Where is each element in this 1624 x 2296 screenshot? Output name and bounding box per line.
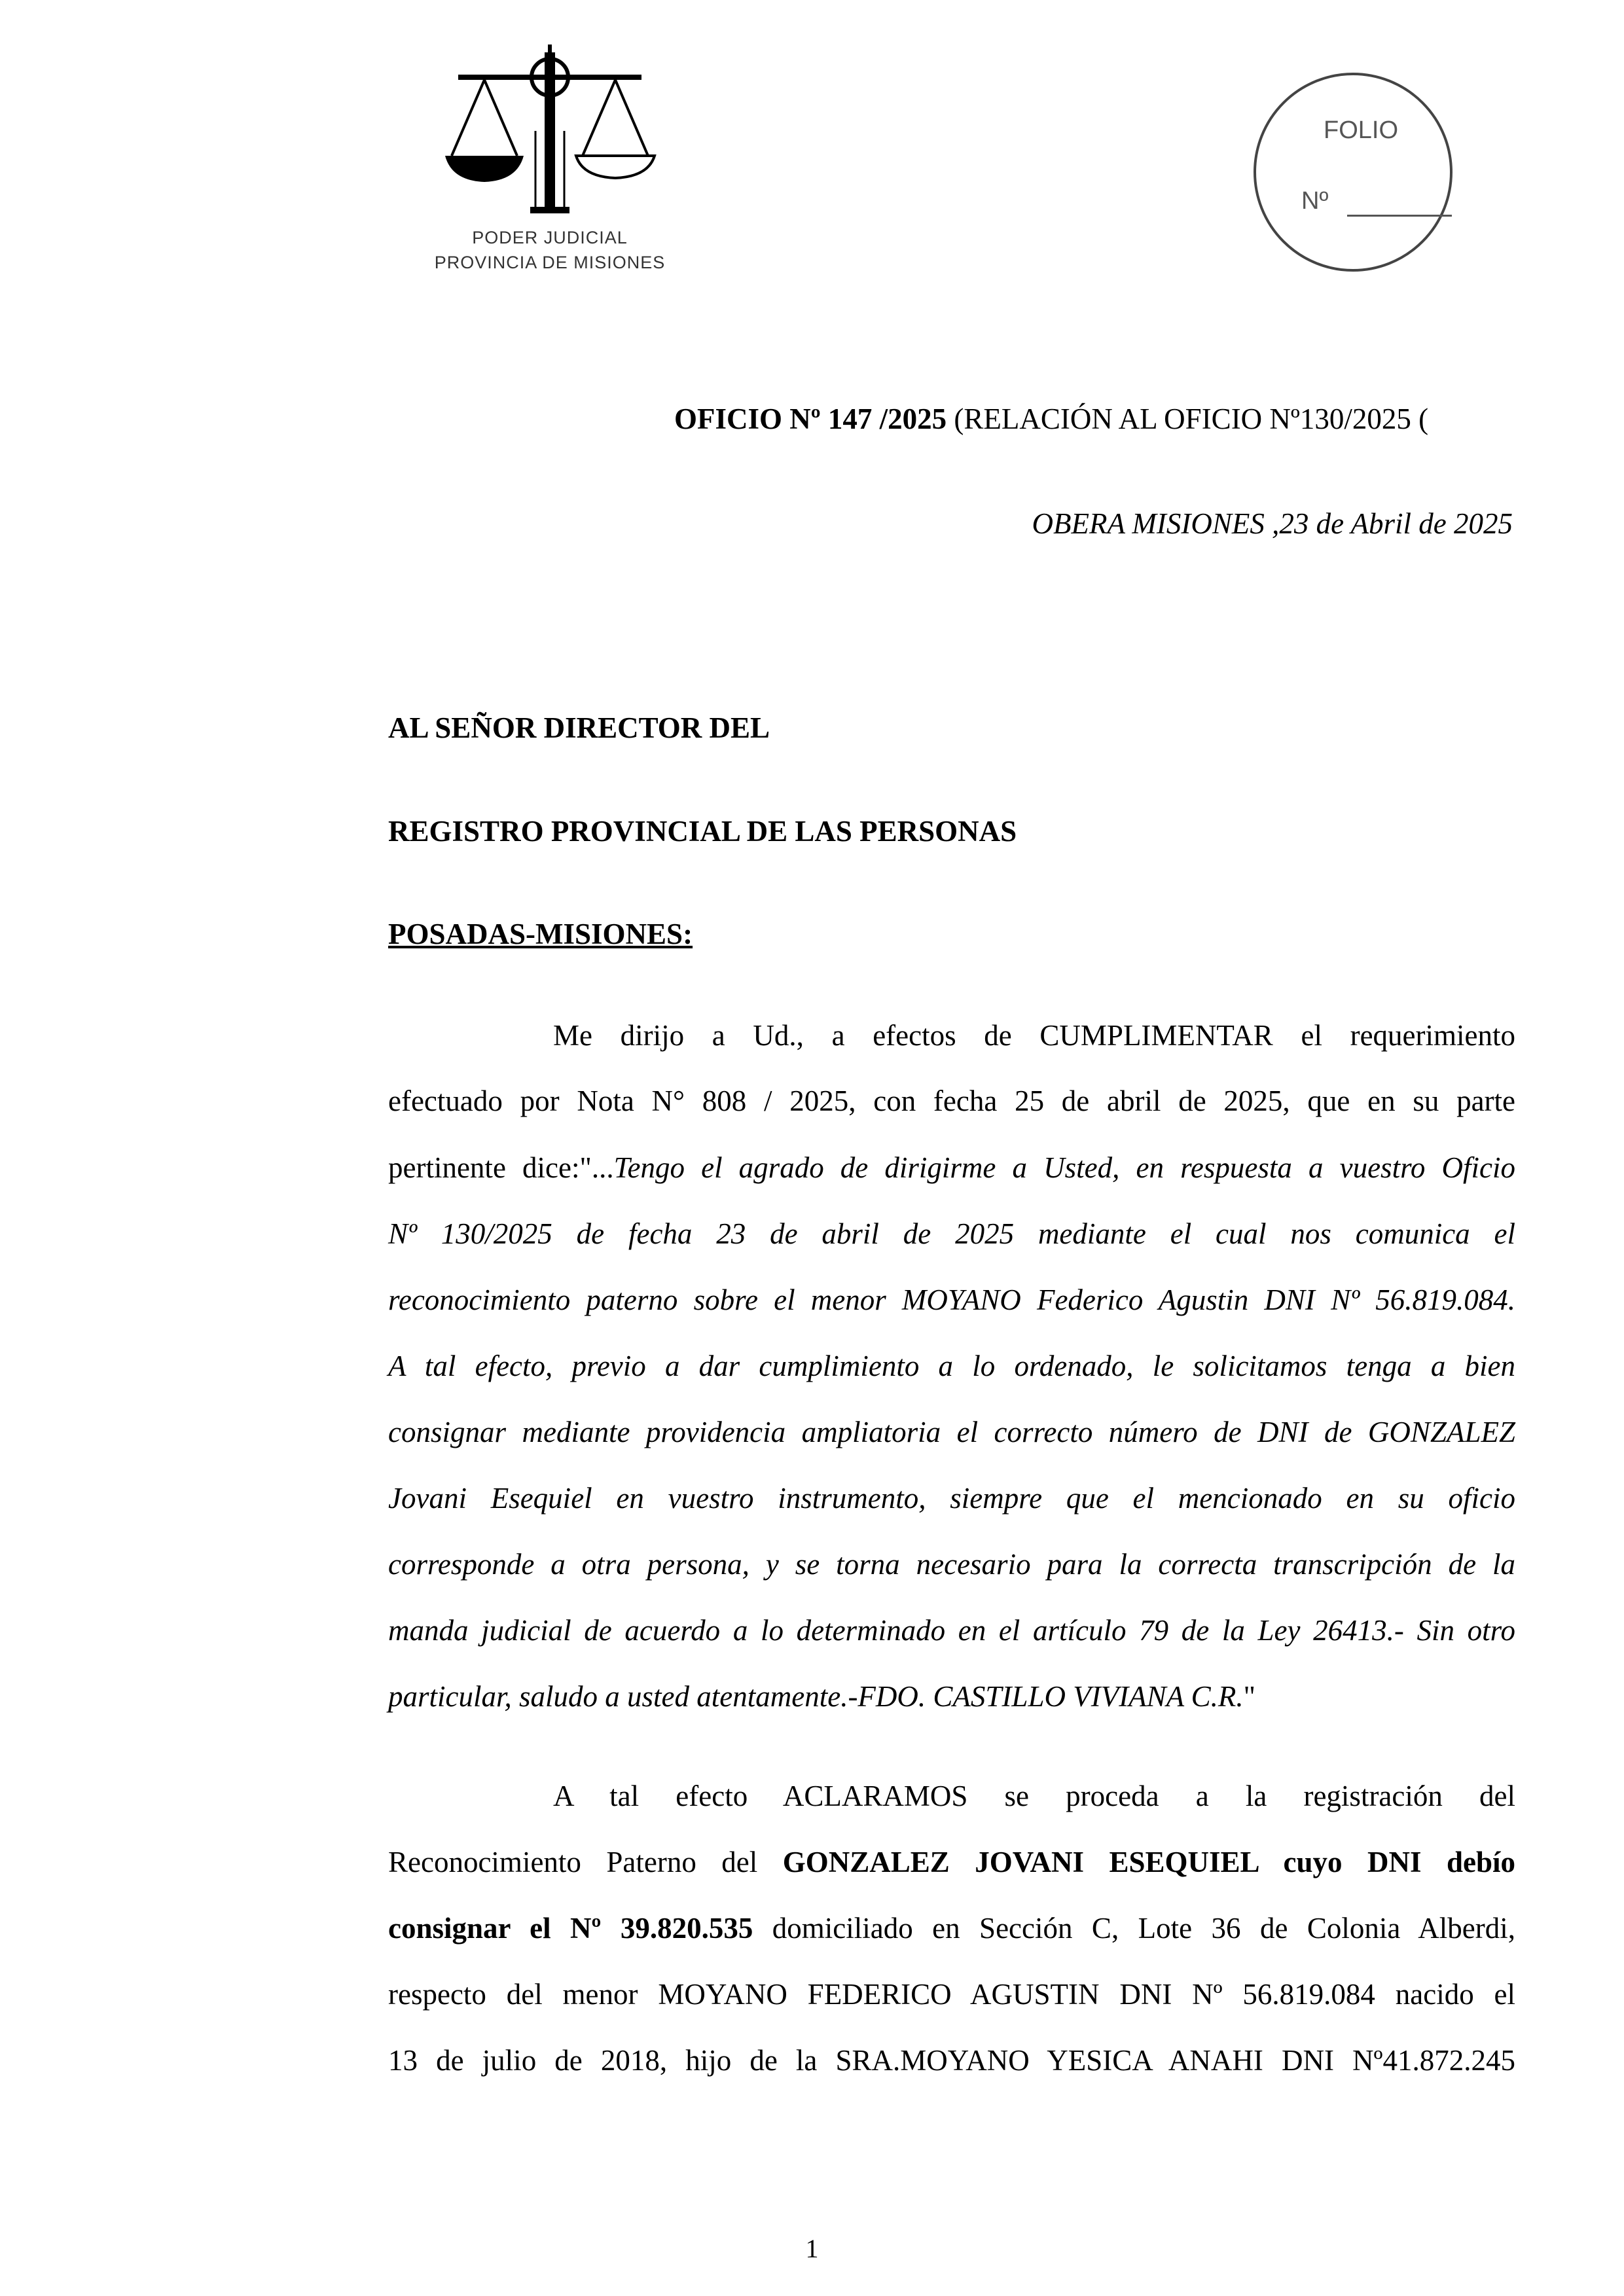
addressee-line-3: POSADAS-MISIONES: — [388, 918, 693, 950]
paragraph-1-line-7: consignar mediante providencia ampliatoria el correcto número de DNI de GONZALEZ — [388, 1416, 1515, 1448]
paragraph-1-line-3: pertinente dice:"...Tengo el agrado de dirigirme a Usted, en respuesta a vuestro Oficio — [388, 1151, 1516, 1184]
paragraph-2-line-5: 13 de julio de 2018, hijo de la SRA.MOYANO YESICA ANAHI DNI Nº41.872.245 — [388, 2044, 1515, 2077]
oficio-heading — [674, 404, 1428, 434]
paragraph-2-line-2: Reconocimiento Paterno del GONZALEZ JOVANI ESEQUIEL cuyo DNI debío — [388, 1846, 1515, 1878]
date-place: OBERA MISIONES ,23 de Abril de 2025 — [1032, 507, 1513, 540]
folio-number-blank — [1347, 215, 1452, 217]
paragraph-1-line-1: Me dirijo a Ud., a efectos de CUMPLIMENTAR el requerimiento — [553, 1019, 1515, 1052]
scales-of-justice-icon — [432, 39, 668, 223]
paragraph-1-line-2: efectuado por Nota N° 808 / 2025, con fecha 25 de abril de 2025, que en su parte — [388, 1085, 1515, 1117]
folio-circle-icon — [1252, 71, 1454, 274]
paragraph-1-line-8: Jovani Esequiel en vuestro instrumento, siempre que el mencionado en su oficio — [388, 1482, 1515, 1515]
court-logo — [419, 39, 681, 288]
paragraph-1-line-5: reconocimiento paterno sobre el menor MOYANO Federico Agustin DNI Nº 56.819.084. — [388, 1283, 1515, 1316]
paragraph-1-line-10: manda judicial de acuerdo a lo determinado en el artículo 79 de la Ley 26413.- Sin otro — [388, 1614, 1515, 1647]
oficio-number: OFICIO Nº 147 /2025 — [674, 403, 947, 435]
logo-text-line-1: PODER JUDICIAL — [472, 228, 628, 247]
paragraph-1-line-9: corresponde a otra persona, y se torna necesario para la correcta transcripción de la — [388, 1548, 1515, 1581]
logo-text-line-2: PROVINCIA DE MISIONES — [434, 253, 666, 272]
paragraph-2-line-3: consignar el Nº 39.820.535 domiciliado en Sección C, Lote 36 de Colonia Alberdi, — [388, 1912, 1515, 1945]
folio-label: FOLIO — [1324, 117, 1399, 144]
oficio-relation: (RELACIÓN AL OFICIO Nº130/2025 ( — [947, 403, 1429, 435]
paragraph-2-line-4: respecto del menor MOYANO FEDERICO AGUSTIN DNI Nº 56.819.084 nacido el — [388, 1978, 1515, 2011]
paragraph-1-line-4: Nº 130/2025 de fecha 23 de abril de 2025 mediante el cual nos comunica el — [388, 1217, 1515, 1250]
addressee-line-1: AL SEÑOR DIRECTOR DEL — [388, 711, 770, 744]
page-number: 1 — [805, 2234, 819, 2263]
folio-number-label: Nº — [1301, 187, 1329, 215]
folio-stamp — [1252, 71, 1454, 274]
paragraph-2-line-1: A tal efecto ACLARAMOS se proceda a la registración del — [553, 1780, 1515, 1812]
addressee-line-2: REGISTRO PROVINCIAL DE LAS PERSONAS — [388, 815, 1017, 848]
paragraph-1-line-6: A tal efecto, previo a dar cumplimiento a lo ordenado, le solicitamos tenga a bien — [388, 1350, 1515, 1382]
paragraph-1-line-11: particular, saludo a usted atentamente.-FDO. CASTILLO VIVIANA C.R." — [388, 1680, 1255, 1713]
